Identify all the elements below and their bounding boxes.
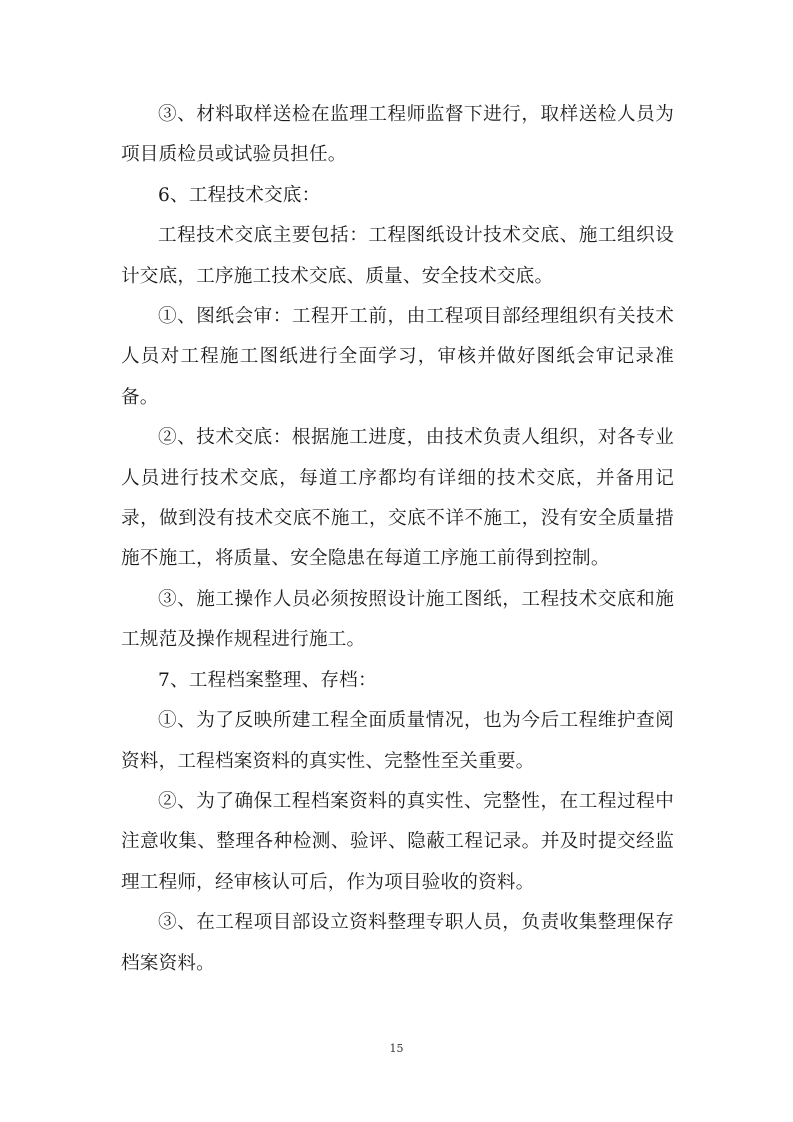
paragraph-sample-inspection: ③、材料取样送检在监理工程师监督下进行，取样送检人员为项目质检员或试验员担任。	[121, 104, 674, 166]
paragraph-archive-purpose: ①、为了反映所建工程全面质量情况，也为今后工程维护查阅资料，工程档案资料的真实性、完整性至关重要。	[121, 710, 674, 772]
page-number: 15	[389, 1042, 404, 1055]
heading-archive-management: 7、工程档案整理、存档：	[158, 669, 377, 691]
paragraph-archive-staff: ③、在工程项目部设立资料整理专职人员，负责收集整理保存档案资料。	[121, 912, 674, 974]
paragraph-technical-briefing: ②、技术交底：根据施工进度，由技术负责人组织，对各专业人员进行技术交底，每道工序都均有详细的技术交底，并备用记录，做到没有技术交底不施工，交底不详不施工，没有安全质量措施不施工，将质量、安全隐患在每道工序施工前得到控制。	[121, 427, 674, 570]
paragraph-archive-collection: ②、为了确保工程档案资料的真实性、完整性，在工程过程中注意收集、整理各种检测、验评、隐蔽工程记录。并及时提交经监理工程师，经审核认可后，作为项目验收的资料。	[121, 790, 674, 893]
paragraph-construction-operators: ③、施工操作人员必须按照设计施工图纸，工程技术交底和施工规范及操作规程进行施工。	[121, 588, 674, 651]
paragraph-briefing-scope: 工程技术交底主要包括：工程图纸设计技术交底、施工组织设计交底，工序施工技术交底、质量、安全技术交底。	[121, 225, 674, 287]
paragraph-drawing-review: ①、图纸会审：工程开工前，由工程项目部经理组织有关技术人员对工程施工图纸进行全面学习，审核并做好图纸会审记录准备。	[121, 306, 674, 408]
heading-technical-briefing: 6、工程技术交底：	[158, 184, 321, 206]
document-body	[121, 95, 674, 984]
